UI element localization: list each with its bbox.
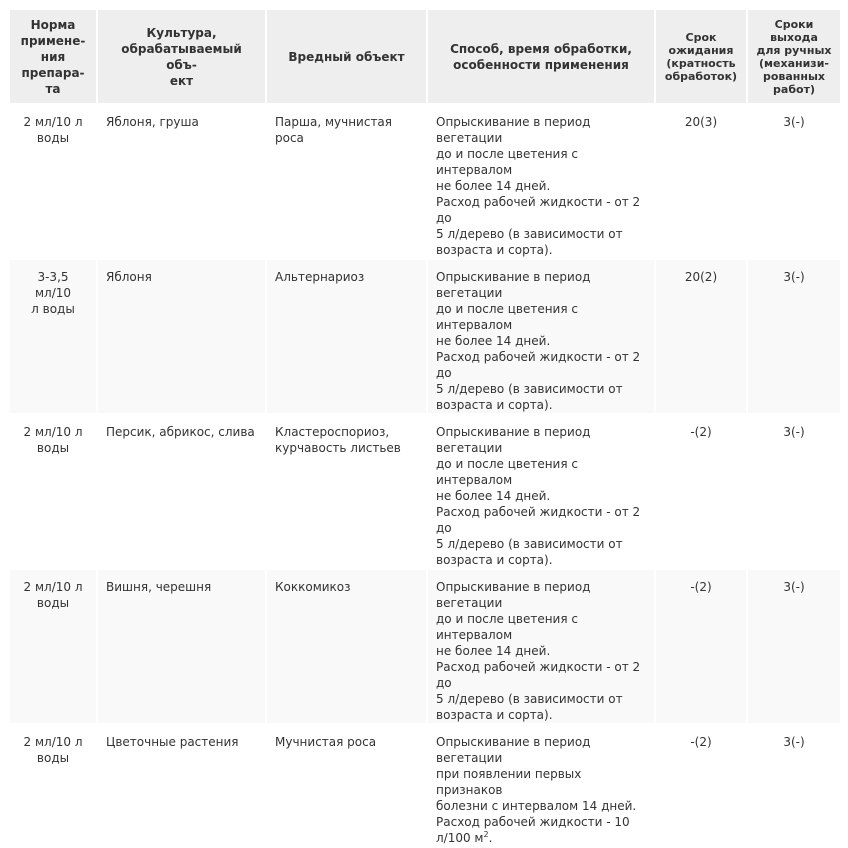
table-row (10, 260, 840, 413)
header-norm: Норма примене- ния препара- та (10, 10, 96, 103)
cell-exit: 3(-) (748, 415, 840, 568)
cell-pest: Альтернариоз (267, 260, 426, 413)
cell-exit: 3(-) (748, 105, 840, 258)
cell-method: Опрыскивание в период вегетации до и после цветения с интервалом не более 14 дней. Расход рабочей жидкости - от 2 до 5 л/дерево (в зависимости от возраста и сорта). (428, 105, 654, 258)
cell-waiting: -(2) (656, 725, 746, 846)
cell-pest: Мучнистая роса (267, 725, 426, 846)
cell-method: Опрыскивание в период вегетации до и после цветения с интервалом не более 14 дней. Расход рабочей жидкости - от 2 до 5 л/дерево (в зависимости от возраста и сорта). (428, 415, 654, 568)
table-row (10, 415, 840, 568)
cell-waiting: 20(3) (656, 105, 746, 258)
cell-pest: Парша, мучнистая роса (267, 105, 426, 258)
cell-exit: 3(-) (748, 725, 840, 846)
table-row (10, 570, 840, 723)
pesticide-application-table (8, 8, 842, 848)
cell-pest: Кластероспориоз, курчавость листьев (267, 415, 426, 568)
cell-norm: 2 мл/10 л воды (10, 415, 96, 568)
header-pest: Вредный объект (267, 10, 426, 103)
table-header-row (10, 10, 840, 103)
header-culture: Культура, обрабатываемый объ- ект (98, 10, 265, 103)
header-method: Способ, время обработки, особенности применения (428, 10, 654, 103)
cell-method: Опрыскивание в период вегетации до и после цветения с интервалом не более 14 дней. Расход рабочей жидкости - от 2 до 5 л/дерево (в зависимости от возраста и сорта). (428, 260, 654, 413)
table-row (10, 725, 840, 846)
header-waiting-period: Срок ожидания (кратность обработок) (656, 10, 746, 103)
cell-culture: Вишня, черешня (98, 570, 265, 723)
cell-culture: Яблоня (98, 260, 265, 413)
cell-method: Опрыскивание в период вегетации до и после цветения с интервалом не более 14 дней. Расход рабочей жидкости - от 2 до 5 л/дерево (в зависимости от возраста и сорта). (428, 570, 654, 723)
cell-waiting: -(2) (656, 570, 746, 723)
cell-norm: 2 мл/10 л воды (10, 570, 96, 723)
cell-exit: 3(-) (748, 260, 840, 413)
cell-norm: 3-3,5 мл/10 л воды (10, 260, 96, 413)
cell-culture: Яблоня, груша (98, 105, 265, 258)
cell-norm: 2 мл/10 л воды (10, 105, 96, 258)
cell-exit: 3(-) (748, 570, 840, 723)
cell-pest: Коккомикоз (267, 570, 426, 723)
cell-waiting: -(2) (656, 415, 746, 568)
cell-culture: Персик, абрикос, слива (98, 415, 265, 568)
cell-norm: 2 мл/10 л воды (10, 725, 96, 846)
cell-waiting: 20(2) (656, 260, 746, 413)
cell-method: Опрыскивание в период вегетации при появлении первых признаков болезни с интервалом 14 дней. Расход рабочей жидкости - 10 л/100 $м^2$. (428, 725, 654, 846)
cell-culture: Цветочные растения (98, 725, 265, 846)
table-row (10, 105, 840, 258)
header-exit-period: Сроки выхода для ручных (механизи- рованных работ) (748, 10, 840, 103)
